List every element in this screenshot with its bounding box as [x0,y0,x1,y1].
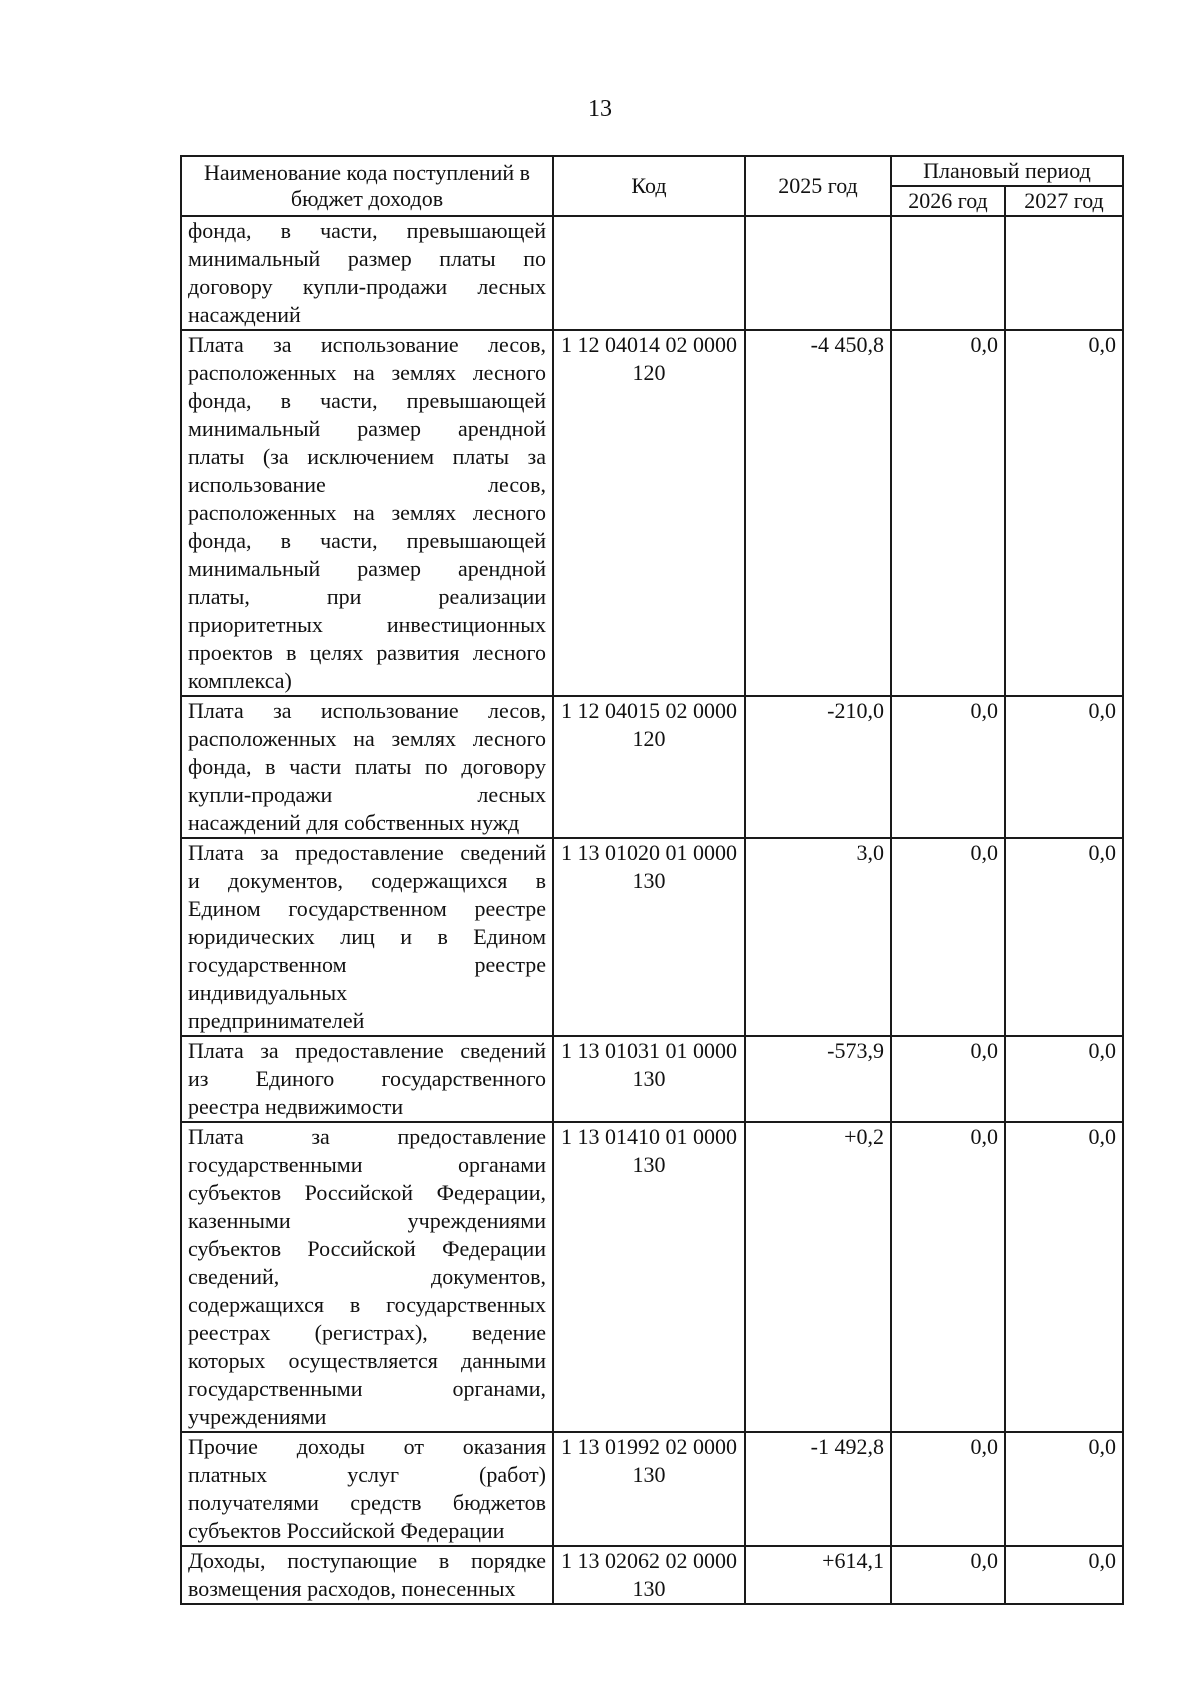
income-name-line: предпринимателей [188,1008,365,1033]
amount-2027-cell: 0,0 [1005,1122,1123,1432]
table-row [181,1122,1123,1432]
income-name-line: проектов в целях развития лесного [188,640,546,665]
amount-2026-cell: 0,0 [891,1036,1005,1122]
amount-2025-cell: -4 450,8 [745,330,891,696]
income-name-line: расположенных на землях лесного [188,360,546,385]
income-code-cell: 1 13 01992 02 0000 130 [553,1432,745,1546]
amount-2027-cell: 0,0 [1005,1036,1123,1122]
income-name-cell [181,216,553,330]
income-name-line: минимальный размер платы по [188,246,546,271]
amount-2027-cell: 0,0 [1005,838,1123,1036]
income-name-line: казенными учреждениями [188,1208,546,1233]
income-code-cell: 1 13 01020 01 0000 130 [553,838,745,1036]
income-name-line: купли-продажи лесных [188,782,546,807]
amount-2027-cell [1005,216,1123,330]
income-name-line: Плата за использование лесов, [188,698,546,723]
table-row [181,1036,1123,1122]
income-name-line: Доходы, поступающие в порядке [188,1548,546,1573]
income-code-cell: 1 13 01410 01 0000 130 [553,1122,745,1432]
income-name-line: субъектов Российской Федерации [188,1236,546,1261]
income-name-cell [181,1036,553,1122]
income-name-line: комплекса) [188,668,292,693]
income-name-line: Плата за предоставление сведений [188,1038,546,1063]
income-name-line: насаждений для собственных нужд [188,810,520,835]
income-name-cell [181,1122,553,1432]
income-name-line: субъектов Российской Федерации [188,1518,505,1543]
amount-2026-cell: 0,0 [891,330,1005,696]
income-name-line: приоритетных инвестиционных [188,612,546,637]
table-row [181,838,1123,1036]
amount-2025-cell: -210,0 [745,696,891,838]
income-name-line: государственными органами, [188,1376,546,1401]
income-name-line: Прочие доходы от оказания [188,1434,546,1459]
income-name-line: возмещения расходов, понесенных [188,1576,516,1601]
amount-2027-cell: 0,0 [1005,1546,1123,1604]
amount-2027-cell: 0,0 [1005,1432,1123,1546]
income-name-line: государственном реестре [188,952,546,977]
income-name-cell [181,838,553,1036]
income-name-line: договору купли-продажи лесных [188,274,546,299]
income-name-line: реестра недвижимости [188,1094,404,1119]
income-code-cell: 1 12 04014 02 0000 120 [553,330,745,696]
income-name-line: Плата за использование лесов, [188,332,546,357]
income-name-cell [181,696,553,838]
amount-2025-cell: -1 492,8 [745,1432,891,1546]
table-row [181,1546,1123,1604]
amount-2025-cell: 3,0 [745,838,891,1036]
table-row [181,216,1123,330]
amount-2026-cell [891,216,1005,330]
income-name-cell [181,1546,553,1604]
income-name-line: индивидуальных [188,980,348,1005]
revenue-table [180,155,1124,1605]
income-name-line: получателями средств бюджетов [188,1490,546,1515]
header-name: Наименование кода поступлений в бюджет доходов [181,156,553,216]
amount-2025-cell: -573,9 [745,1036,891,1122]
income-name-line: юридических лиц и в Едином [188,924,546,949]
header-code: Код [553,156,745,216]
page-number: 13 [588,96,612,122]
income-name-line: минимальный размер арендной [188,556,546,581]
income-name-line: фонда, в части, превышающей [188,528,546,553]
income-name-line: фонда, в части платы по договору [188,754,546,779]
header-2025: 2025 год [745,156,891,216]
income-name-line: минимальный размер арендной [188,416,546,441]
income-name-line: расположенных на землях лесного [188,726,546,751]
income-name-line: субъектов Российской Федерации, [188,1180,546,1205]
amount-2026-cell: 0,0 [891,838,1005,1036]
amount-2026-cell: 0,0 [891,1122,1005,1432]
income-name-line: насаждений [188,302,301,327]
income-code-cell: 1 13 01031 01 0000 130 [553,1036,745,1122]
income-name-line: расположенных на землях лесного [188,500,546,525]
income-name-line: платы (за исключением платы за [188,444,546,469]
income-name-line: которых осуществляется данными [188,1348,546,1373]
income-name-line: Плата за предоставление сведений [188,840,546,865]
income-code-cell [553,216,745,330]
table-body [181,216,1123,1604]
income-name-line: платных услуг (работ) [188,1462,546,1487]
income-name-line: использование лесов, [188,472,546,497]
header-2026: 2026 год [891,186,1005,216]
income-name-line: государственными органами [188,1152,546,1177]
income-name-line: Плата за предоставление [188,1124,546,1149]
amount-2026-cell: 0,0 [891,1546,1005,1604]
income-name-line: учреждениями [188,1404,327,1429]
amount-2025-cell: +614,1 [745,1546,891,1604]
income-name-line: сведений, документов, [188,1264,546,1289]
income-name-line: фонда, в части, превышающей [188,388,546,413]
amount-2025-cell: +0,2 [745,1122,891,1432]
income-name-line: фонда, в части, превышающей [188,218,546,243]
header-planned-period: Плановый период [891,156,1123,186]
income-code-cell: 1 12 04015 02 0000 120 [553,696,745,838]
income-name-line: содержащихся в государственных [188,1292,546,1317]
income-name-line: Едином государственном реестре [188,896,546,921]
table-row [181,696,1123,838]
table-row [181,330,1123,696]
income-name-line: реестрах (регистрах), ведение [188,1320,546,1345]
amount-2025-cell [745,216,891,330]
income-name-line: платы, при реализации [188,584,546,609]
amount-2026-cell: 0,0 [891,1432,1005,1546]
income-name-line: из Единого государственного [188,1066,546,1091]
income-name-cell [181,330,553,696]
amount-2026-cell: 0,0 [891,696,1005,838]
income-name-line: и документов, содержащихся в [188,868,546,893]
amount-2027-cell: 0,0 [1005,330,1123,696]
header-2027: 2027 год [1005,186,1123,216]
income-code-cell: 1 13 02062 02 0000 130 [553,1546,745,1604]
amount-2027-cell: 0,0 [1005,696,1123,838]
income-name-cell [181,1432,553,1546]
table-row [181,1432,1123,1546]
